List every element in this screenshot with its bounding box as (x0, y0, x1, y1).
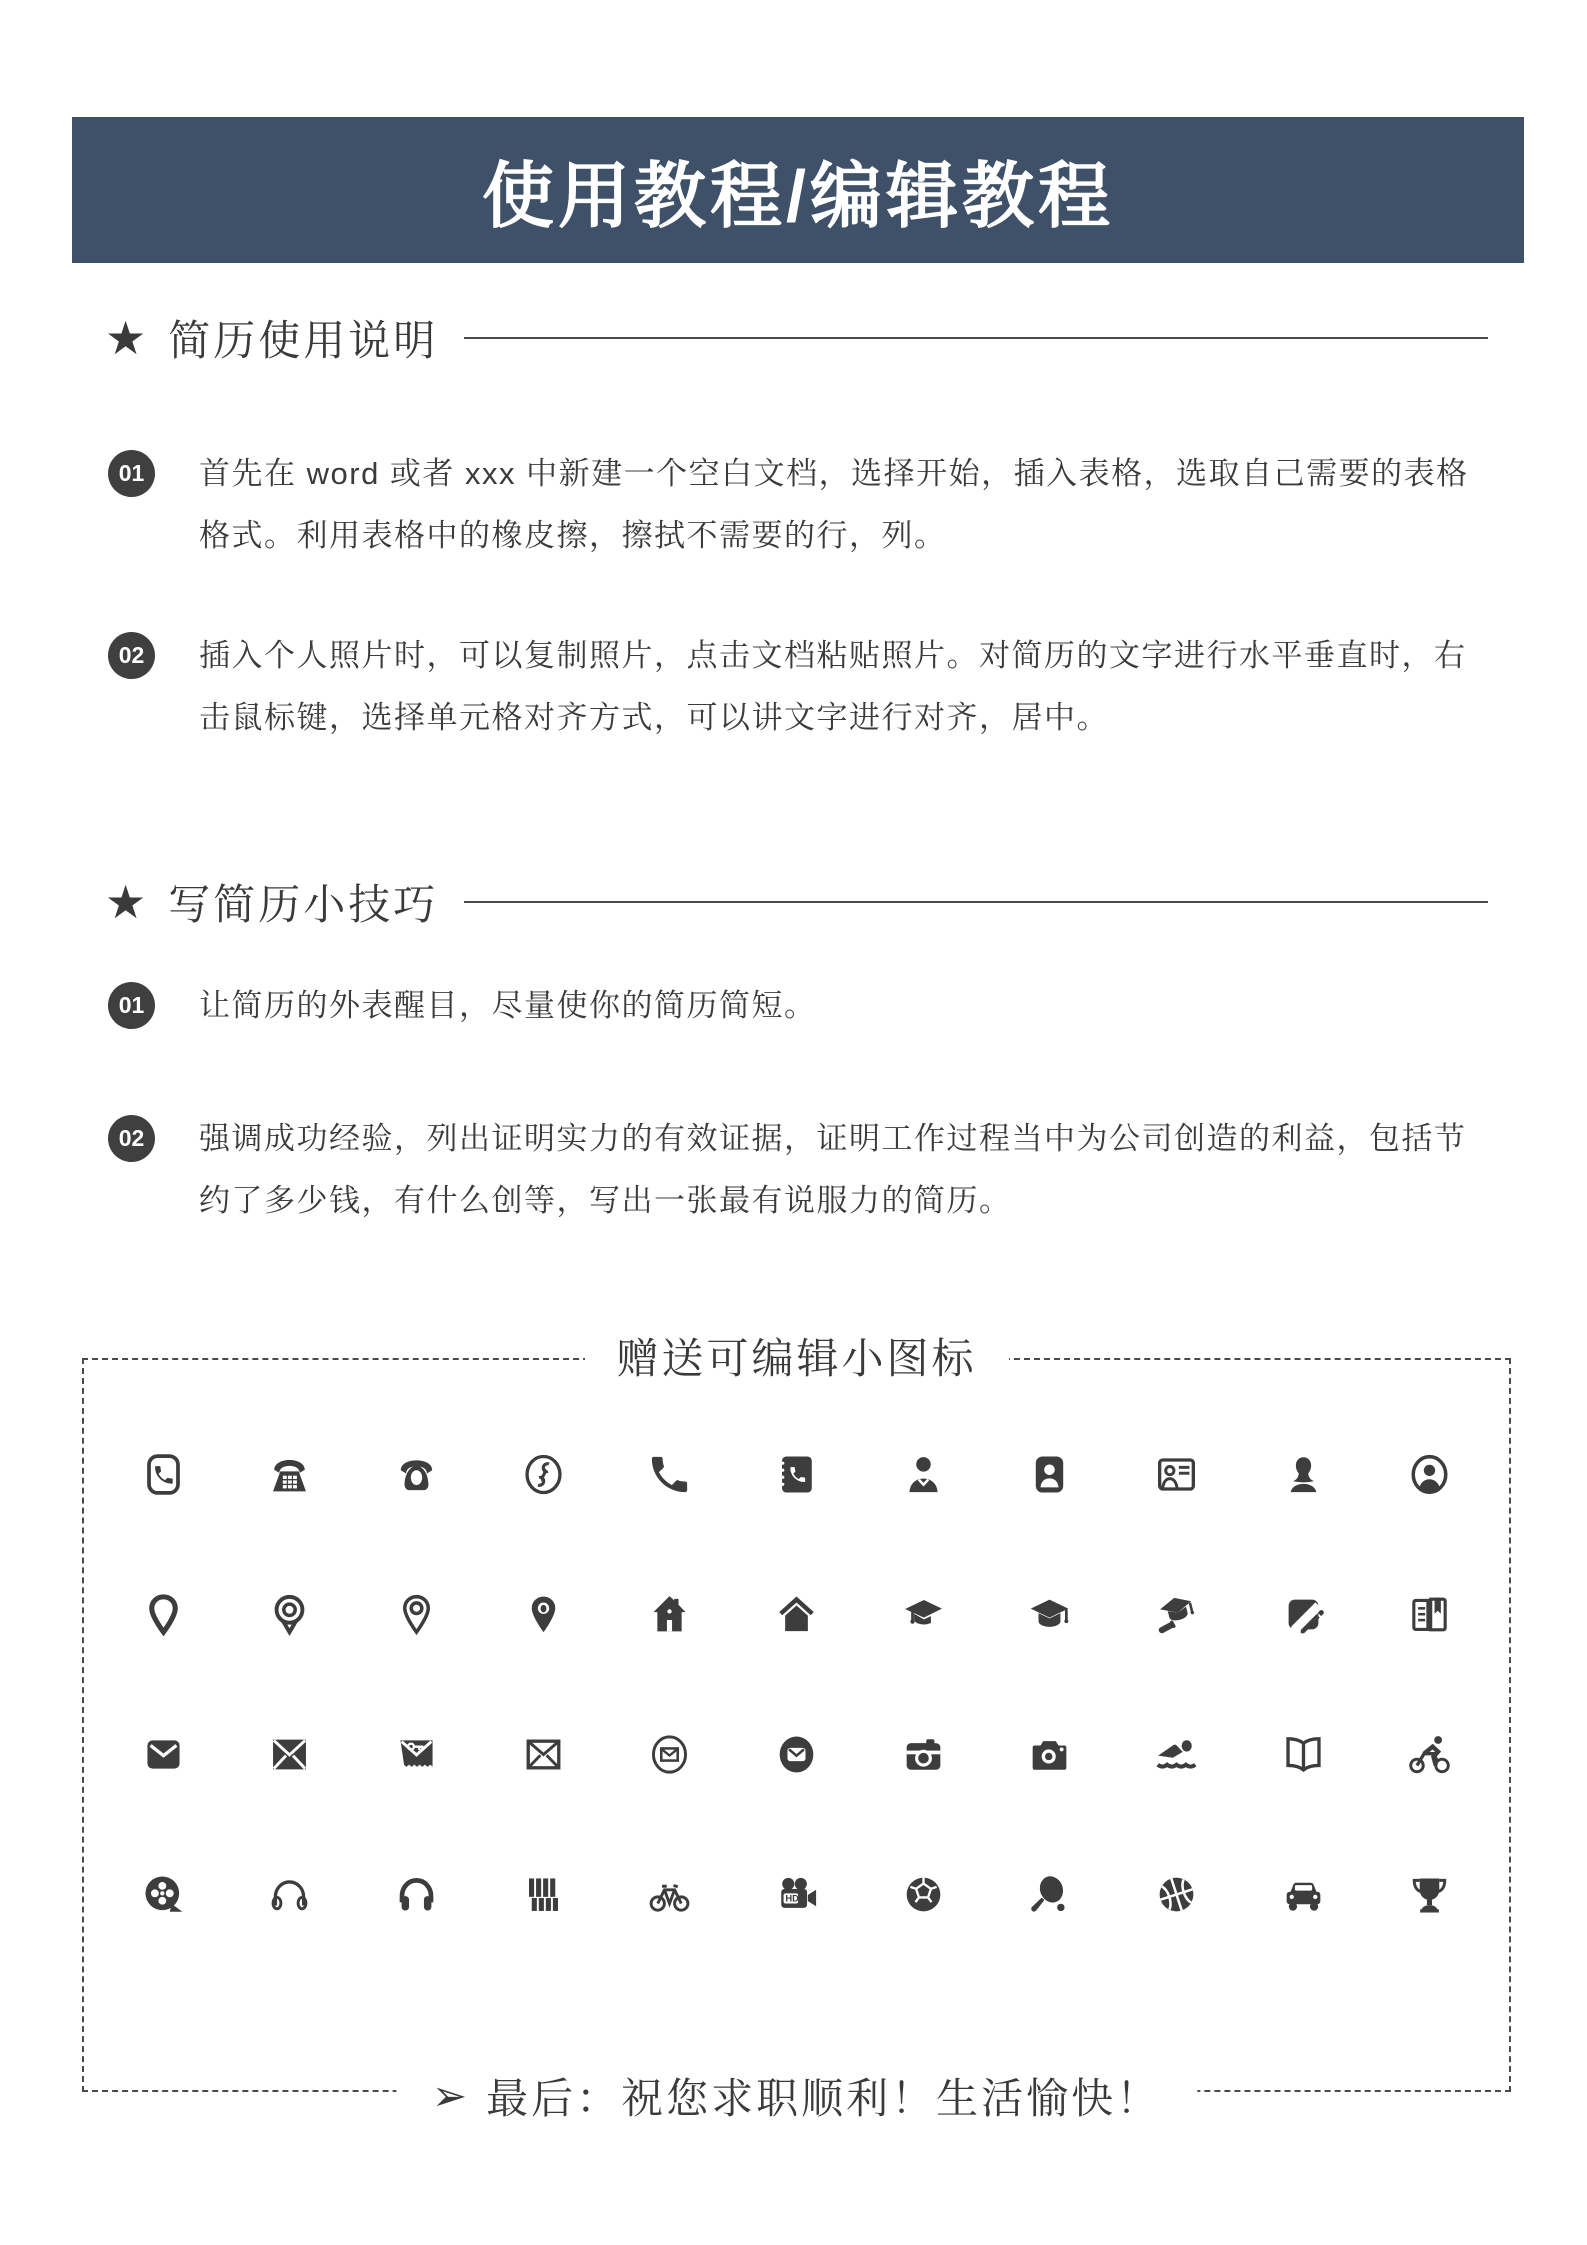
mail-outline-icon (480, 1684, 607, 1824)
section-head-tips (105, 872, 1488, 932)
grad-cap-icon (986, 1544, 1113, 1684)
footer-text: 最后：祝您求职顺利！生活愉快！ (486, 2075, 1162, 2122)
svg-text:HD: HD (785, 1892, 799, 1904)
item-text: 首先在 word 或者 xxx 中新建一个空白文档，选择开始，插入表格，选取自己需要的表格格式。利用表格中的橡皮擦，擦拭不需要的行，列。 (199, 456, 1469, 553)
businessman-icon (860, 1404, 987, 1544)
mail-solid-icon (227, 1684, 354, 1824)
headphones-solid-icon (353, 1824, 480, 1964)
mail-circle-solid-icon (733, 1684, 860, 1824)
pin-solid-icon (480, 1544, 607, 1684)
flip-phone-icon (100, 1404, 227, 1544)
item-number-badge: 02 (108, 632, 155, 679)
page-title: 使用教程/编辑教程 (481, 157, 1114, 237)
mail-stamp-icon (353, 1684, 480, 1824)
user-circle-icon (1366, 1404, 1493, 1544)
star-icon: ★ (105, 312, 147, 364)
phone-contact-book-icon (733, 1404, 860, 1544)
notepad-edit-icon (1240, 1544, 1367, 1684)
id-card-icon (1113, 1404, 1240, 1544)
icon-gift-box (82, 1335, 1511, 2122)
handset-coil-icon (480, 1404, 607, 1544)
icon-grid (100, 1404, 1493, 1964)
car-icon (1240, 1824, 1367, 1964)
mail-circle-outline-icon (607, 1684, 734, 1824)
grad-cap-flat-icon (860, 1544, 987, 1684)
headphones-outline-icon (227, 1824, 354, 1964)
notebook-pen-icon (1366, 1544, 1493, 1684)
item-text: 插入个人照片时，可以复制照片，点击文档粘贴照片。对简历的文字进行水平垂直时，右击鼠标键，选择单元格对齐方式，可以讲文字进行对齐，居中。 (199, 638, 1467, 735)
user-female-icon (1240, 1404, 1367, 1544)
fax-phone-icon (227, 1404, 354, 1544)
divider-line (464, 901, 1488, 903)
pin-outline-icon (353, 1544, 480, 1684)
tip-item (108, 975, 1489, 1037)
instruction-item (108, 443, 1489, 567)
basketball-icon (1113, 1824, 1240, 1964)
divider-line (464, 337, 1488, 339)
cyclist-icon (1366, 1684, 1493, 1824)
section-title-usage: 简历使用说明 (168, 317, 439, 364)
section-title-tips: 写简历小技巧 (168, 881, 439, 928)
grad-cap-diploma-icon (1113, 1544, 1240, 1684)
phone-handset-icon (607, 1404, 734, 1544)
trophy-icon (1366, 1824, 1493, 1964)
item-number-badge: 01 (108, 982, 155, 1029)
title-banner (72, 117, 1524, 263)
home-icon (733, 1544, 860, 1684)
house-icon (607, 1544, 734, 1684)
rotary-phone-icon (353, 1404, 480, 1544)
film-reel-icon (100, 1824, 227, 1964)
item-text: 强调成功经验，列出证明实力的有效证据，证明工作过程当中为公司创造的利益，包括节约了多少钱，有什么创等，写出一张最有说服力的简历。 (199, 1121, 1467, 1218)
video-camera-hd-icon (733, 1824, 860, 1964)
section-head-usage (105, 308, 1488, 368)
icon-box-footer (396, 2066, 1197, 2126)
tip-item (108, 1108, 1489, 1232)
piano-keys-icon (480, 1824, 607, 1964)
table-tennis-icon (986, 1824, 1113, 1964)
camera-stripe-icon (860, 1684, 987, 1824)
arrowhead-icon: ➢ (431, 2072, 471, 2119)
soccer-ball-icon (860, 1824, 987, 1964)
icon-box-title: 赠送可编辑小图标 (584, 1326, 1008, 1386)
camera-solid-icon (986, 1684, 1113, 1824)
open-book-icon (1240, 1684, 1367, 1824)
user-card-icon (986, 1404, 1113, 1544)
mail-rounded-icon (100, 1684, 227, 1824)
star-icon: ★ (105, 876, 147, 928)
item-number-badge: 02 (108, 1115, 155, 1162)
item-number-badge: 01 (108, 450, 155, 497)
bicycle-icon (607, 1824, 734, 1964)
item-text: 让简历的外表醒目，尽量使你的简历简短。 (199, 988, 817, 1023)
pin-rings-icon (227, 1544, 354, 1684)
instruction-item (108, 625, 1489, 749)
swimmer-icon (1113, 1684, 1240, 1824)
pin-bold-icon (100, 1544, 227, 1684)
